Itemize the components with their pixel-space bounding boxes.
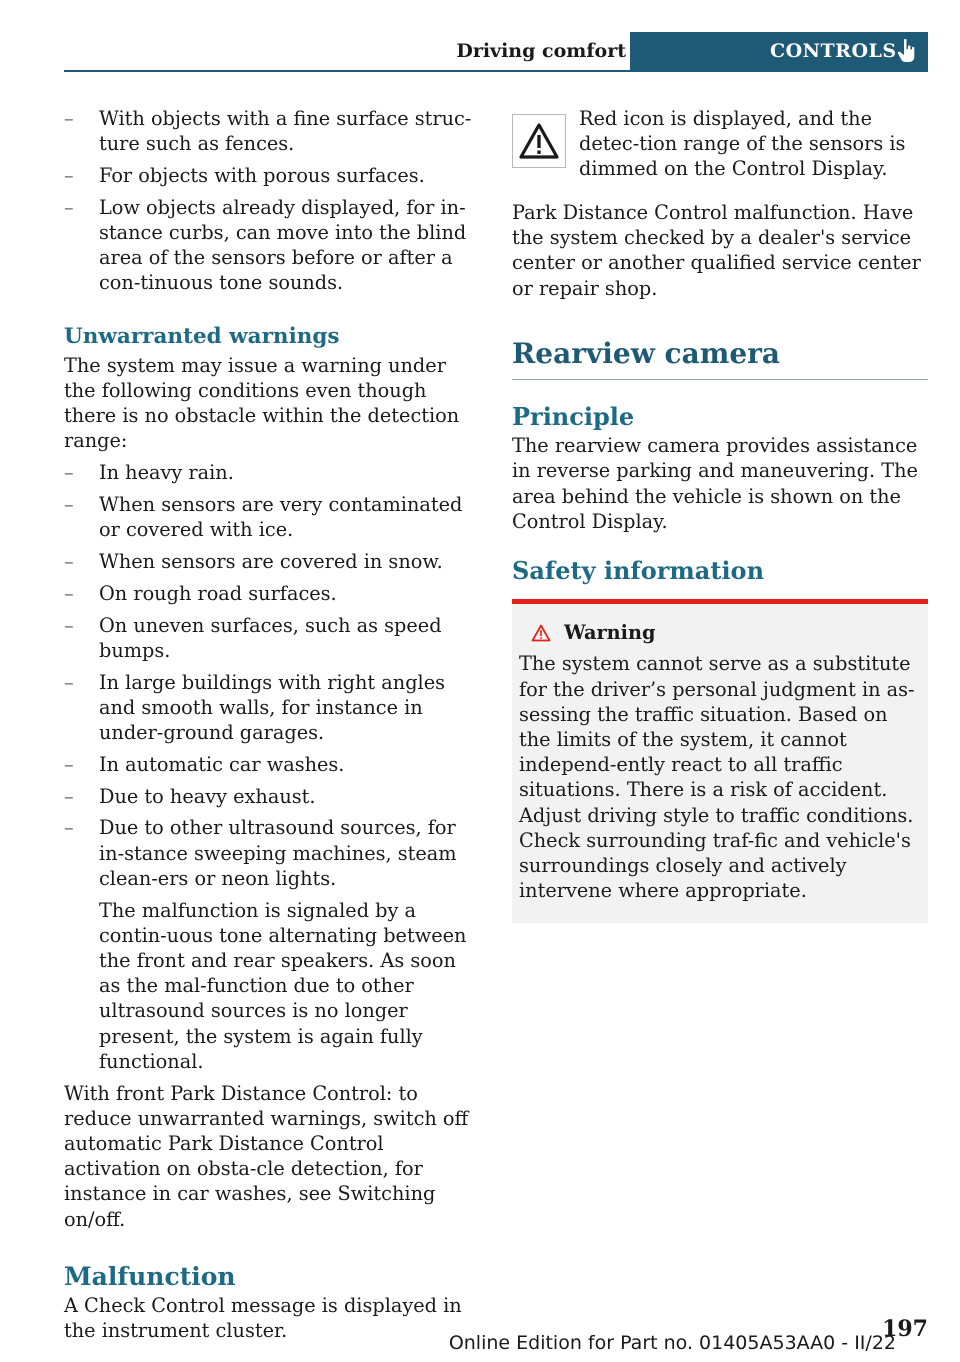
malfunction-note: The malfunction is signaled by a contin-uous tone alternating between the front and rear speakers. As soon as the mal-function due to other ultrasound sources is no longer present, the system is again fully functional. [99,898,467,1073]
right-column [512,106,928,923]
section-rule [512,379,928,380]
page-number: 197 [882,1316,928,1342]
list-item: – Low objects already displayed, for in-stance curbs, can move into the blind area of the sensors before or after a con-tinuous tone sounds. [64,195,480,296]
list-item: – In heavy rain. [64,460,480,485]
principle-heading: Principle [512,402,635,432]
malfunction-text: A Check Control message is displayed in the instrument cluster. [64,1294,462,1343]
red-icon-text: Red icon is displayed, and the detec-tion range of the sensors is dimmed on the Control Display. [579,107,906,181]
object-list [64,106,480,296]
warning-text: The system cannot serve as a substitute for the driver’s personal judgment in as-sessing the traffic situation. Based on the limits of the system, it cannot independ-ently react to all traffic situations. There is a risk of accident. Adjust driving style to traffic conditions. Check surrounding traf-fic and vehicle's surroundings closely and actively intervene where appropriate. [519,652,915,903]
malfunction-heading: Malfunction [64,1261,236,1291]
list-item: – In large buildings with right angles and smooth walls, for instance in under-ground garages. [64,670,480,746]
unwarranted-intro: The system may issue a warning under the following conditions even though there is no obstacle within the detection range: [64,353,460,453]
conditions-list [64,460,480,891]
warning-icon [531,624,551,642]
pdc-malfunction-text: Park Distance Control malfunction. Have the system checked by a dealer's service center or another qualified service center or repair shop. [512,201,921,300]
header-chapter-label: CONTROLS [770,40,897,62]
list-item: – For objects with porous surfaces. [64,163,480,188]
safety-information-heading: Safety information [512,556,765,586]
front-pdc-paragraph: With front Park Distance Control: to reduce unwarranted warnings, switch off automatic Park Distance Control activation on obsta-cle detection, for instance in car washes, see Switching on/off. [64,1081,469,1231]
header-section-title: Driving comfort [456,40,626,62]
list-item: – Due to other ultrasound sources, for in-stance sweeping machines, steam clean-ers or neon lights. [64,815,480,891]
header-chapter-tab[interactable] [630,32,928,70]
header-rule [64,70,928,72]
rearview-camera-heading: Rearview camera [512,336,781,370]
list-item: – In automatic car washes. [64,752,480,777]
edition-label: Online Edition for Part no. 01405A53AA0 - II/22 [448,1332,896,1354]
list-item: – When sensors are covered in snow. [64,549,480,574]
red-icon-row [512,106,928,183]
warning-title: Warning [564,621,656,645]
list-item: – On rough road surfaces. [64,581,480,606]
principle-text: The rearview camera provides assistance in reverse parking and maneuvering. The area behind the vehicle is shown on the Control Display. [512,434,918,533]
warning-title-row [519,620,921,645]
left-column [64,106,480,1343]
warning-box [512,599,928,923]
page-footer [0,1316,928,1356]
list-item: – When sensors are very contaminated or covered with ice. [64,492,480,542]
hand-pointer-icon [896,38,918,64]
list-item: – With objects with a fine surface struc-ture such as fences. [64,106,480,156]
list-item: – On uneven surfaces, such as speed bumps. [64,613,480,663]
list-item: – Due to heavy exhaust. [64,784,480,809]
warning-triangle-icon [512,114,566,168]
unwarranted-warnings-heading: Unwarranted warnings [64,323,340,349]
